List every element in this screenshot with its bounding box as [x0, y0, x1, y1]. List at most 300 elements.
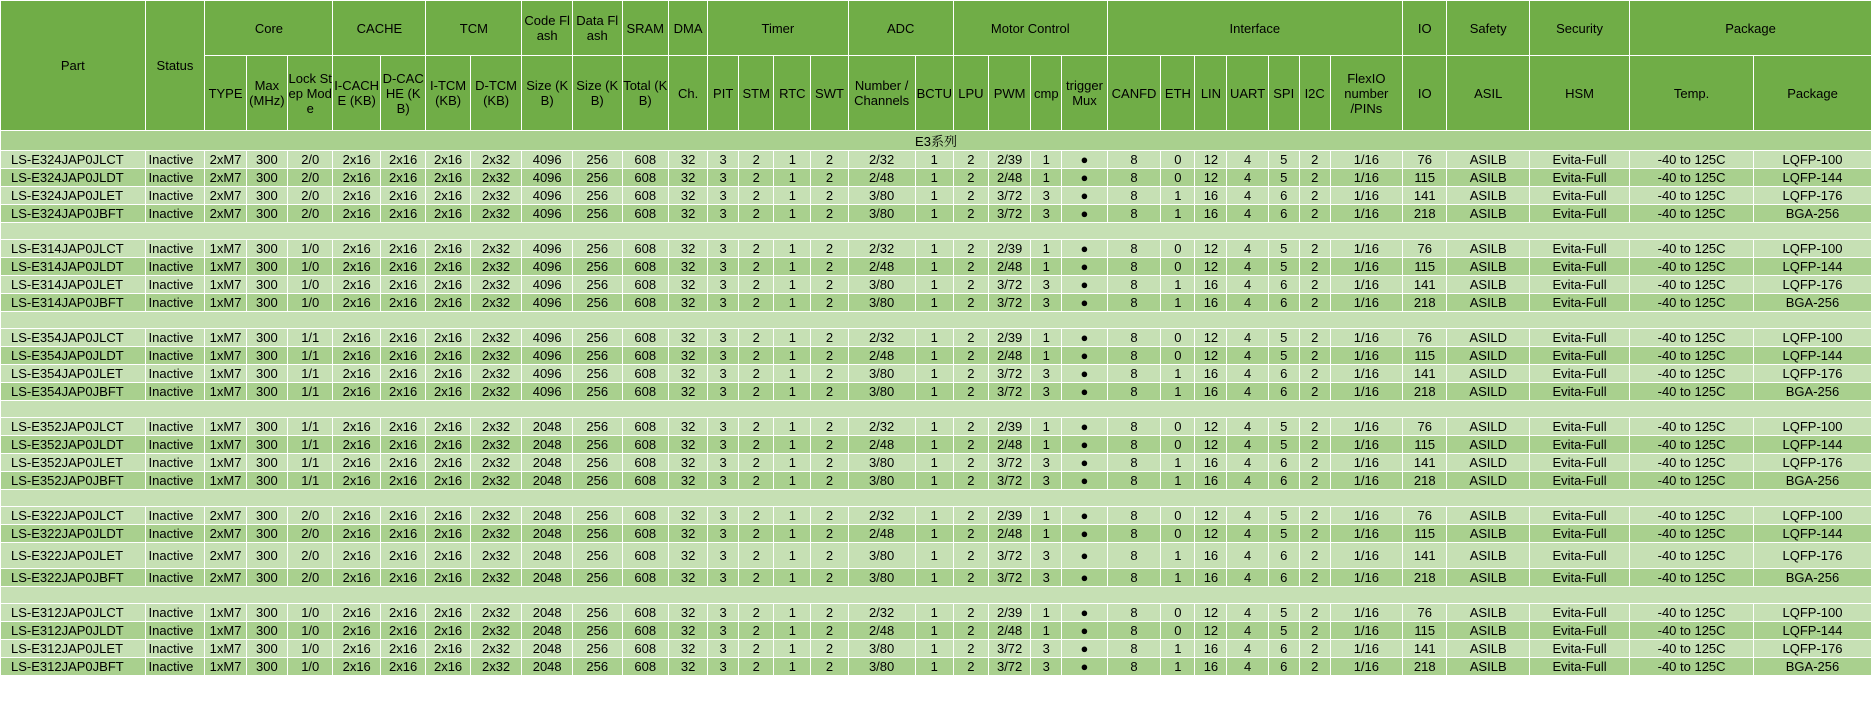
cell-i2c: 2	[1299, 569, 1330, 587]
cell-pwm: 2/48	[988, 525, 1030, 543]
cell-uart: 4	[1227, 658, 1268, 676]
cell-cmp: 3	[1031, 205, 1062, 223]
cell-lock-step: 1/0	[288, 622, 333, 640]
cell-cmp: 1	[1031, 418, 1062, 436]
col-sram-total: Total (KB)	[622, 56, 668, 131]
cell-core-type: 1xM7	[205, 258, 246, 276]
cell-core-max: 300	[246, 418, 287, 436]
cell-asil: ASILB	[1447, 507, 1530, 525]
cell-lpu: 2	[953, 472, 988, 490]
cell-bctu: 1	[915, 347, 953, 365]
cell-code-flash: 4096	[522, 276, 573, 294]
cell-i-tcm: 2x16	[426, 543, 470, 569]
cell-status: Inactive	[145, 436, 205, 454]
cell-bctu: 1	[915, 383, 953, 401]
cell-uart: 4	[1227, 543, 1268, 569]
cell-uart: 4	[1227, 569, 1268, 587]
cell-hsm: Evita-Full	[1530, 543, 1630, 569]
cell-eth: 0	[1161, 151, 1195, 169]
cell-package: BGA-256	[1754, 472, 1872, 490]
cell-code-flash: 4096	[522, 258, 573, 276]
cell-i2c: 2	[1299, 169, 1330, 187]
cell-temp: -40 to 125C	[1630, 169, 1754, 187]
cell-i-cache: 2x16	[333, 525, 380, 543]
cell-pwm: 3/72	[988, 294, 1030, 312]
cell-core-max: 300	[246, 622, 287, 640]
cell-core-max: 300	[246, 329, 287, 347]
cell-flexio: 1/16	[1330, 383, 1402, 401]
cell-eth: 1	[1161, 294, 1195, 312]
cell-i-tcm: 2x16	[426, 169, 470, 187]
cell-code-flash: 4096	[522, 169, 573, 187]
cell-bctu: 1	[915, 622, 953, 640]
cell-uart: 4	[1227, 294, 1268, 312]
cell-asil: ASILB	[1447, 276, 1530, 294]
cell-hsm: Evita-Full	[1530, 240, 1630, 258]
cell-swt: 2	[811, 365, 848, 383]
cell-i2c: 2	[1299, 329, 1330, 347]
cell-asil: ASILD	[1447, 472, 1530, 490]
cell-data-flash: 256	[572, 436, 622, 454]
cell-cmp: 3	[1031, 365, 1062, 383]
cell-uart: 4	[1227, 622, 1268, 640]
cell-uart: 4	[1227, 151, 1268, 169]
cell-pit: 3	[708, 622, 739, 640]
cell-spi: 6	[1268, 205, 1299, 223]
cell-io: 115	[1403, 169, 1447, 187]
table-row	[1, 507, 1872, 525]
cell-rtc: 1	[774, 418, 811, 436]
cell-io: 115	[1403, 258, 1447, 276]
cell-core-type: 1xM7	[205, 640, 246, 658]
cell-part: LS-E354JAP0JLDT	[1, 347, 146, 365]
cell-data-flash: 256	[572, 276, 622, 294]
cell-package: LQFP-144	[1754, 622, 1872, 640]
cell-status: Inactive	[145, 151, 205, 169]
cell-cmp: 1	[1031, 622, 1062, 640]
cell-stm: 2	[739, 454, 774, 472]
cell-i-tcm: 2x16	[426, 258, 470, 276]
cell-canfd: 8	[1107, 365, 1161, 383]
cell-i-tcm: 2x16	[426, 525, 470, 543]
cell-data-flash: 256	[572, 640, 622, 658]
cell-rtc: 1	[774, 472, 811, 490]
cell-d-tcm: 2x32	[470, 622, 522, 640]
cell-i-cache: 2x16	[333, 622, 380, 640]
cell-d-cache: 2x16	[380, 276, 425, 294]
col-asil: ASIL	[1447, 56, 1530, 131]
cell-part: LS-E322JAP0JLCT	[1, 507, 146, 525]
cell-code-flash: 4096	[522, 347, 573, 365]
cell-asil: ASILD	[1447, 365, 1530, 383]
group-security: Security	[1530, 1, 1630, 56]
cell-adc: 2/48	[848, 622, 915, 640]
cell-stm: 2	[739, 151, 774, 169]
cell-lin: 12	[1195, 436, 1227, 454]
cell-data-flash: 256	[572, 418, 622, 436]
cell-core-type: 2xM7	[205, 525, 246, 543]
cell-flexio: 1/16	[1330, 347, 1402, 365]
cell-sram: 608	[622, 169, 668, 187]
cell-pwm: 2/48	[988, 347, 1030, 365]
cell-stm: 2	[739, 658, 774, 676]
cell-pwm: 3/72	[988, 640, 1030, 658]
cell-bctu: 1	[915, 454, 953, 472]
cell-lpu: 2	[953, 622, 988, 640]
cell-swt: 2	[811, 418, 848, 436]
cell-data-flash: 256	[572, 383, 622, 401]
cell-d-cache: 2x16	[380, 543, 425, 569]
cell-i-cache: 2x16	[333, 604, 380, 622]
cell-part: LS-E324JAP0JBFT	[1, 205, 146, 223]
cell-status: Inactive	[145, 187, 205, 205]
cell-i-cache: 2x16	[333, 454, 380, 472]
cell-status: Inactive	[145, 347, 205, 365]
cell-code-flash: 2048	[522, 543, 573, 569]
cell-core-max: 300	[246, 658, 287, 676]
group-package: Package	[1630, 1, 1872, 56]
cell-flexio: 1/16	[1330, 205, 1402, 223]
group-sram: SRAM	[622, 1, 668, 56]
cell-part: LS-E312JAP0JLDT	[1, 622, 146, 640]
cell-trigger-mux: ●	[1062, 507, 1107, 525]
cell-spi: 5	[1268, 604, 1299, 622]
group-adc: ADC	[848, 1, 953, 56]
cell-sram: 608	[622, 436, 668, 454]
cell-asil: ASILB	[1447, 543, 1530, 569]
cell-spi: 6	[1268, 187, 1299, 205]
cell-lin: 16	[1195, 383, 1227, 401]
cell-lock-step: 2/0	[288, 569, 333, 587]
cell-temp: -40 to 125C	[1630, 604, 1754, 622]
table-row	[1, 543, 1872, 569]
cell-package: LQFP-100	[1754, 418, 1872, 436]
cell-temp: -40 to 125C	[1630, 240, 1754, 258]
cell-d-tcm: 2x32	[470, 525, 522, 543]
cell-lock-step: 1/1	[288, 454, 333, 472]
cell-temp: -40 to 125C	[1630, 383, 1754, 401]
cell-package: LQFP-100	[1754, 604, 1872, 622]
cell-package: LQFP-176	[1754, 365, 1872, 383]
cell-flexio: 1/16	[1330, 329, 1402, 347]
cell-lock-step: 2/0	[288, 169, 333, 187]
cell-uart: 4	[1227, 258, 1268, 276]
cell-bctu: 1	[915, 276, 953, 294]
cell-pwm: 3/72	[988, 658, 1030, 676]
cell-flexio: 1/16	[1330, 151, 1402, 169]
cell-canfd: 8	[1107, 329, 1161, 347]
cell-hsm: Evita-Full	[1530, 169, 1630, 187]
cell-lin: 16	[1195, 569, 1227, 587]
cell-lin: 12	[1195, 418, 1227, 436]
cell-pwm: 3/72	[988, 365, 1030, 383]
cell-core-max: 300	[246, 151, 287, 169]
cell-part: LS-E312JAP0JLCT	[1, 604, 146, 622]
cell-core-type: 1xM7	[205, 383, 246, 401]
cell-canfd: 8	[1107, 294, 1161, 312]
col-canfd: CANFD	[1107, 56, 1161, 131]
cell-flexio: 1/16	[1330, 622, 1402, 640]
cell-hsm: Evita-Full	[1530, 604, 1630, 622]
cell-lin: 16	[1195, 205, 1227, 223]
cell-lin: 16	[1195, 294, 1227, 312]
cell-spi: 5	[1268, 418, 1299, 436]
cell-stm: 2	[739, 365, 774, 383]
cell-hsm: Evita-Full	[1530, 622, 1630, 640]
cell-code-flash: 2048	[522, 472, 573, 490]
cell-canfd: 8	[1107, 604, 1161, 622]
cell-data-flash: 256	[572, 507, 622, 525]
cell-dma: 32	[668, 507, 707, 525]
cell-rtc: 1	[774, 569, 811, 587]
cell-flexio: 1/16	[1330, 640, 1402, 658]
cell-part: LS-E314JAP0JLET	[1, 276, 146, 294]
cell-i-tcm: 2x16	[426, 187, 470, 205]
cell-package: LQFP-100	[1754, 151, 1872, 169]
col-core-max-mhz: Max (MHz)	[246, 56, 287, 131]
cell-code-flash: 2048	[522, 507, 573, 525]
cell-uart: 4	[1227, 640, 1268, 658]
cell-rtc: 1	[774, 454, 811, 472]
cell-eth: 0	[1161, 240, 1195, 258]
cell-hsm: Evita-Full	[1530, 507, 1630, 525]
col-part: Part	[1, 1, 146, 131]
cell-temp: -40 to 125C	[1630, 258, 1754, 276]
cell-cmp: 1	[1031, 240, 1062, 258]
cell-spi: 5	[1268, 329, 1299, 347]
col-i-cache: I-CACHE (KB)	[333, 56, 380, 131]
table-row	[1, 169, 1872, 187]
cell-d-tcm: 2x32	[470, 205, 522, 223]
col-d-tcm: D-TCM (KB)	[470, 56, 522, 131]
cell-spi: 5	[1268, 347, 1299, 365]
cell-canfd: 8	[1107, 383, 1161, 401]
cell-core-type: 1xM7	[205, 365, 246, 383]
cell-package: LQFP-176	[1754, 640, 1872, 658]
cell-dma: 32	[668, 472, 707, 490]
cell-lpu: 2	[953, 294, 988, 312]
cell-lock-step: 1/0	[288, 658, 333, 676]
cell-part: LS-E314JAP0JBFT	[1, 294, 146, 312]
cell-lock-step: 1/1	[288, 418, 333, 436]
cell-swt: 2	[811, 383, 848, 401]
cell-dma: 32	[668, 543, 707, 569]
cell-swt: 2	[811, 258, 848, 276]
cell-adc: 2/48	[848, 347, 915, 365]
cell-pwm: 2/39	[988, 329, 1030, 347]
cell-cmp: 3	[1031, 569, 1062, 587]
cell-data-flash: 256	[572, 294, 622, 312]
cell-dma: 32	[668, 365, 707, 383]
cell-adc: 3/80	[848, 472, 915, 490]
cell-sram: 608	[622, 329, 668, 347]
cell-temp: -40 to 125C	[1630, 436, 1754, 454]
cell-core-max: 300	[246, 365, 287, 383]
cell-flexio: 1/16	[1330, 472, 1402, 490]
cell-core-max: 300	[246, 507, 287, 525]
cell-code-flash: 2048	[522, 525, 573, 543]
cell-core-max: 300	[246, 604, 287, 622]
cell-core-max: 300	[246, 294, 287, 312]
cell-io: 218	[1403, 294, 1447, 312]
table-row	[1, 383, 1872, 401]
col-hsm: HSM	[1530, 56, 1630, 131]
cell-temp: -40 to 125C	[1630, 365, 1754, 383]
cell-pwm: 2/39	[988, 240, 1030, 258]
group-data-flash: Data Flash	[572, 1, 622, 56]
cell-hsm: Evita-Full	[1530, 365, 1630, 383]
cell-eth: 1	[1161, 365, 1195, 383]
cell-code-flash: 2048	[522, 622, 573, 640]
cell-io: 218	[1403, 472, 1447, 490]
cell-cmp: 3	[1031, 454, 1062, 472]
cell-dma: 32	[668, 347, 707, 365]
cell-d-tcm: 2x32	[470, 365, 522, 383]
cell-trigger-mux: ●	[1062, 187, 1107, 205]
cell-cmp: 1	[1031, 525, 1062, 543]
cell-lock-step: 1/1	[288, 436, 333, 454]
cell-code-flash: 2048	[522, 658, 573, 676]
cell-sram: 608	[622, 604, 668, 622]
cell-status: Inactive	[145, 622, 205, 640]
cell-eth: 0	[1161, 169, 1195, 187]
cell-i-cache: 2x16	[333, 276, 380, 294]
cell-code-flash: 4096	[522, 365, 573, 383]
cell-uart: 4	[1227, 383, 1268, 401]
cell-core-type: 2xM7	[205, 507, 246, 525]
cell-swt: 2	[811, 658, 848, 676]
cell-pwm: 3/72	[988, 276, 1030, 294]
cell-lock-step: 1/0	[288, 294, 333, 312]
cell-rtc: 1	[774, 294, 811, 312]
cell-lock-step: 1/1	[288, 383, 333, 401]
cell-dma: 32	[668, 151, 707, 169]
cell-pit: 3	[708, 258, 739, 276]
cell-cmp: 3	[1031, 187, 1062, 205]
cell-spi: 5	[1268, 622, 1299, 640]
cell-pwm: 2/48	[988, 258, 1030, 276]
col-data-flash-size: Size (KB)	[572, 56, 622, 131]
cell-swt: 2	[811, 329, 848, 347]
cell-core-max: 300	[246, 205, 287, 223]
cell-i2c: 2	[1299, 294, 1330, 312]
cell-stm: 2	[739, 347, 774, 365]
cell-adc: 2/48	[848, 169, 915, 187]
spacer-row	[1, 223, 1872, 240]
cell-trigger-mux: ●	[1062, 347, 1107, 365]
cell-d-tcm: 2x32	[470, 604, 522, 622]
cell-d-tcm: 2x32	[470, 658, 522, 676]
cell-i-cache: 2x16	[333, 569, 380, 587]
cell-core-type: 2xM7	[205, 205, 246, 223]
cell-adc: 2/48	[848, 258, 915, 276]
cell-canfd: 8	[1107, 187, 1161, 205]
cell-i-cache: 2x16	[333, 365, 380, 383]
cell-rtc: 1	[774, 240, 811, 258]
cell-sram: 608	[622, 294, 668, 312]
cell-lpu: 2	[953, 569, 988, 587]
cell-rtc: 1	[774, 604, 811, 622]
cell-status: Inactive	[145, 543, 205, 569]
col-cmp: cmp	[1031, 56, 1062, 131]
cell-pwm: 2/48	[988, 622, 1030, 640]
table-row	[1, 622, 1872, 640]
cell-status: Inactive	[145, 418, 205, 436]
cell-adc: 2/32	[848, 151, 915, 169]
col-stm: STM	[739, 56, 774, 131]
cell-adc: 3/80	[848, 276, 915, 294]
cell-data-flash: 256	[572, 658, 622, 676]
cell-lpu: 2	[953, 258, 988, 276]
cell-i-cache: 2x16	[333, 418, 380, 436]
cell-package: LQFP-144	[1754, 525, 1872, 543]
cell-stm: 2	[739, 472, 774, 490]
cell-i-cache: 2x16	[333, 658, 380, 676]
cell-core-type: 2xM7	[205, 543, 246, 569]
cell-flexio: 1/16	[1330, 365, 1402, 383]
cell-swt: 2	[811, 347, 848, 365]
cell-i2c: 2	[1299, 187, 1330, 205]
cell-uart: 4	[1227, 472, 1268, 490]
cell-pit: 3	[708, 658, 739, 676]
cell-code-flash: 2048	[522, 454, 573, 472]
cell-sram: 608	[622, 454, 668, 472]
cell-eth: 0	[1161, 258, 1195, 276]
cell-swt: 2	[811, 507, 848, 525]
cell-bctu: 1	[915, 205, 953, 223]
cell-sram: 608	[622, 383, 668, 401]
cell-lin: 12	[1195, 329, 1227, 347]
cell-eth: 0	[1161, 436, 1195, 454]
cell-canfd: 8	[1107, 658, 1161, 676]
cell-part: LS-E322JAP0JLDT	[1, 525, 146, 543]
cell-flexio: 1/16	[1330, 258, 1402, 276]
cell-adc: 3/80	[848, 383, 915, 401]
cell-pit: 3	[708, 418, 739, 436]
cell-io: 141	[1403, 454, 1447, 472]
cell-cmp: 3	[1031, 294, 1062, 312]
cell-data-flash: 256	[572, 169, 622, 187]
cell-i-cache: 2x16	[333, 507, 380, 525]
cell-package: BGA-256	[1754, 383, 1872, 401]
cell-i2c: 2	[1299, 507, 1330, 525]
cell-pit: 3	[708, 507, 739, 525]
cell-lpu: 2	[953, 436, 988, 454]
cell-eth: 1	[1161, 276, 1195, 294]
cell-pwm: 3/72	[988, 454, 1030, 472]
cell-hsm: Evita-Full	[1530, 294, 1630, 312]
cell-lock-step: 2/0	[288, 525, 333, 543]
cell-data-flash: 256	[572, 525, 622, 543]
cell-core-max: 300	[246, 169, 287, 187]
cell-i2c: 2	[1299, 276, 1330, 294]
cell-pwm: 2/48	[988, 436, 1030, 454]
cell-lpu: 2	[953, 525, 988, 543]
cell-stm: 2	[739, 622, 774, 640]
col-temp: Temp.	[1630, 56, 1754, 131]
cell-hsm: Evita-Full	[1530, 454, 1630, 472]
cell-i-cache: 2x16	[333, 383, 380, 401]
cell-dma: 32	[668, 294, 707, 312]
col-dma-ch: Ch.	[668, 56, 707, 131]
cell-d-tcm: 2x32	[470, 258, 522, 276]
series-label: E3系列	[1, 131, 1872, 151]
cell-code-flash: 2048	[522, 604, 573, 622]
cell-asil: ASILB	[1447, 187, 1530, 205]
cell-d-cache: 2x16	[380, 258, 425, 276]
col-code-flash-size: Size (KB)	[522, 56, 573, 131]
cell-d-cache: 2x16	[380, 658, 425, 676]
